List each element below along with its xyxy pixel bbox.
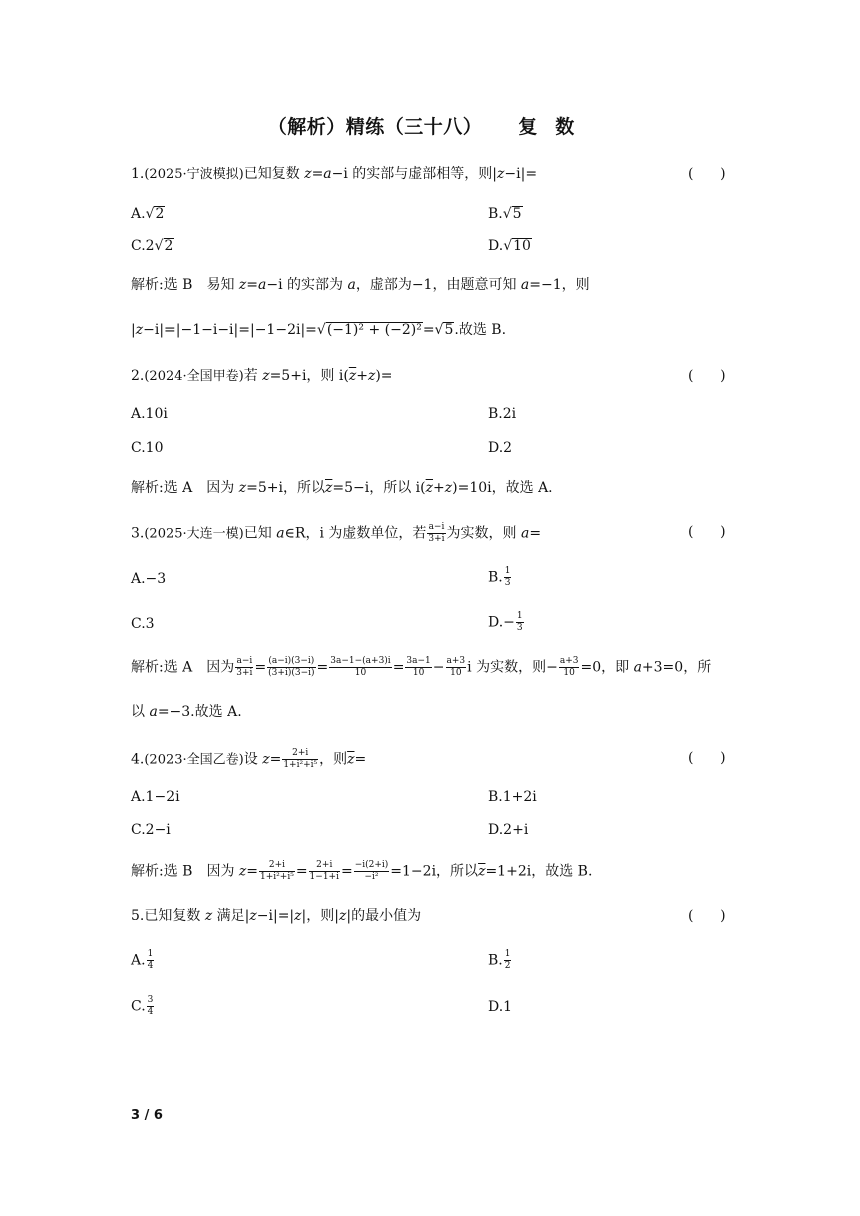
q5-option-c: C. $\frac{3}{4}$ — [131, 995, 154, 1017]
question-2-stem: 2.(2024·全国甲卷)若 z=5+i，则 $i(\overline{z}+z)=$ — [131, 368, 393, 384]
page-number: 3 / 6 — [131, 1108, 163, 1123]
q2-option-d: D.2 — [488, 440, 513, 456]
q2-option-a: A.10i — [131, 406, 168, 422]
q3-option-b: B. $\frac{1}{3}$ — [488, 566, 511, 588]
q1-option-b: B.√5 — [488, 206, 522, 222]
q1-option-d: D.√10 — [488, 238, 531, 254]
q3-solution-line-2: 以 a=−3.故选 A. — [131, 704, 242, 720]
q4-option-b: B.1+2i — [488, 789, 537, 805]
q4-option-c: C.2−i — [131, 822, 171, 838]
q2-option-c: C.10 — [131, 440, 164, 456]
question-1-stem: 1.(2025·宁波模拟)已知复数 z=a−i 的实部与虚部相等，则|z−i|= — [131, 166, 538, 182]
q5-option-b: B. $\frac{1}{2}$ — [488, 949, 511, 971]
q1-option-c: C.2√2 — [131, 238, 174, 254]
question-4-stem: 4.(2023·全国乙卷)设 z= $\frac{2+i}{\text{1+i²+i⁵}}$ ，则$\overline{z}=$ — [131, 748, 367, 770]
answer-blank-1: ( ) — [688, 166, 726, 182]
q1-option-a: A.√2 — [131, 206, 165, 222]
page-title — [0, 112, 860, 139]
q3-solution-line-1: 解析:选 A 因为 $\frac{a-i}{3+i}$ = $\frac{(a-i)(3-i)}{(3+i)(3-i)}$ = $\frac{3a-1-(a+3)i}{10}$ = $\frac{3a-1}{10}$ − $\frac{a+3}{10}$ i 为实数，则− $\frac{a+3}{10}$ =0，即 a+3=0，所 — [131, 656, 712, 678]
answer-blank-2: ( ) — [688, 368, 726, 384]
title-main: （解析）精练（三十八） — [267, 116, 483, 138]
answer-blank-4: ( ) — [688, 750, 726, 766]
answer-blank-3: ( ) — [688, 524, 726, 540]
q4-option-a: A.1−2i — [131, 789, 180, 805]
q2-option-b: B.2i — [488, 406, 517, 422]
question-3-stem: 3.(2025·大连一模)已知 a∈R，i 为虚数单位，若 $\frac{a-i}{3+i}$ 为实数，则 a= — [131, 522, 542, 544]
q3-option-a: A.−3 — [131, 571, 167, 587]
question-5-stem: 5.已知复数 z 满足|z−i|=|z|，则|z|的最小值为 — [131, 908, 422, 924]
answer-blank-5: ( ) — [688, 908, 726, 924]
q5-option-d: D.1 — [488, 999, 513, 1015]
title-sub: 复数 — [518, 116, 593, 138]
q4-option-d: D.2+i — [488, 822, 529, 838]
q3-stem-fraction: $\frac{a-i}{3+i}$ — [428, 522, 445, 544]
q1-solution-line-1: 解析:选 B 易知 z=a−i 的实部为 a，虚部为−1，由题意可知 a=−1，则 — [131, 277, 590, 293]
q1-solution-line-2: |z−i|=|−1−i−i|=|−1−2i|=√(−1)² + (−2)²=√5.故选 B. — [131, 322, 507, 338]
q2-solution: 解析:选 A 因为 z=5+i，所以$\overline{z}=5-i$，所以 $i(\overline{z}+z)=10i$，故选 A. — [131, 480, 553, 496]
q3-option-c: C.3 — [131, 616, 155, 632]
q4-solution: 解析:选 B 因为 z= $\frac{2+i}{\text{1+i²+i⁵}}$ = $\frac{2+i}{1-1+i}$ = $\frac{-i(2+i)}{\text{−i²}}$ =1−2i，所以$\overline{z}=1+2i$，故选 B. — [131, 860, 593, 882]
q5-option-a: A. $\frac{1}{4}$ — [131, 949, 154, 971]
q3-option-d: D.− $\frac{1}{3}$ — [488, 611, 523, 633]
